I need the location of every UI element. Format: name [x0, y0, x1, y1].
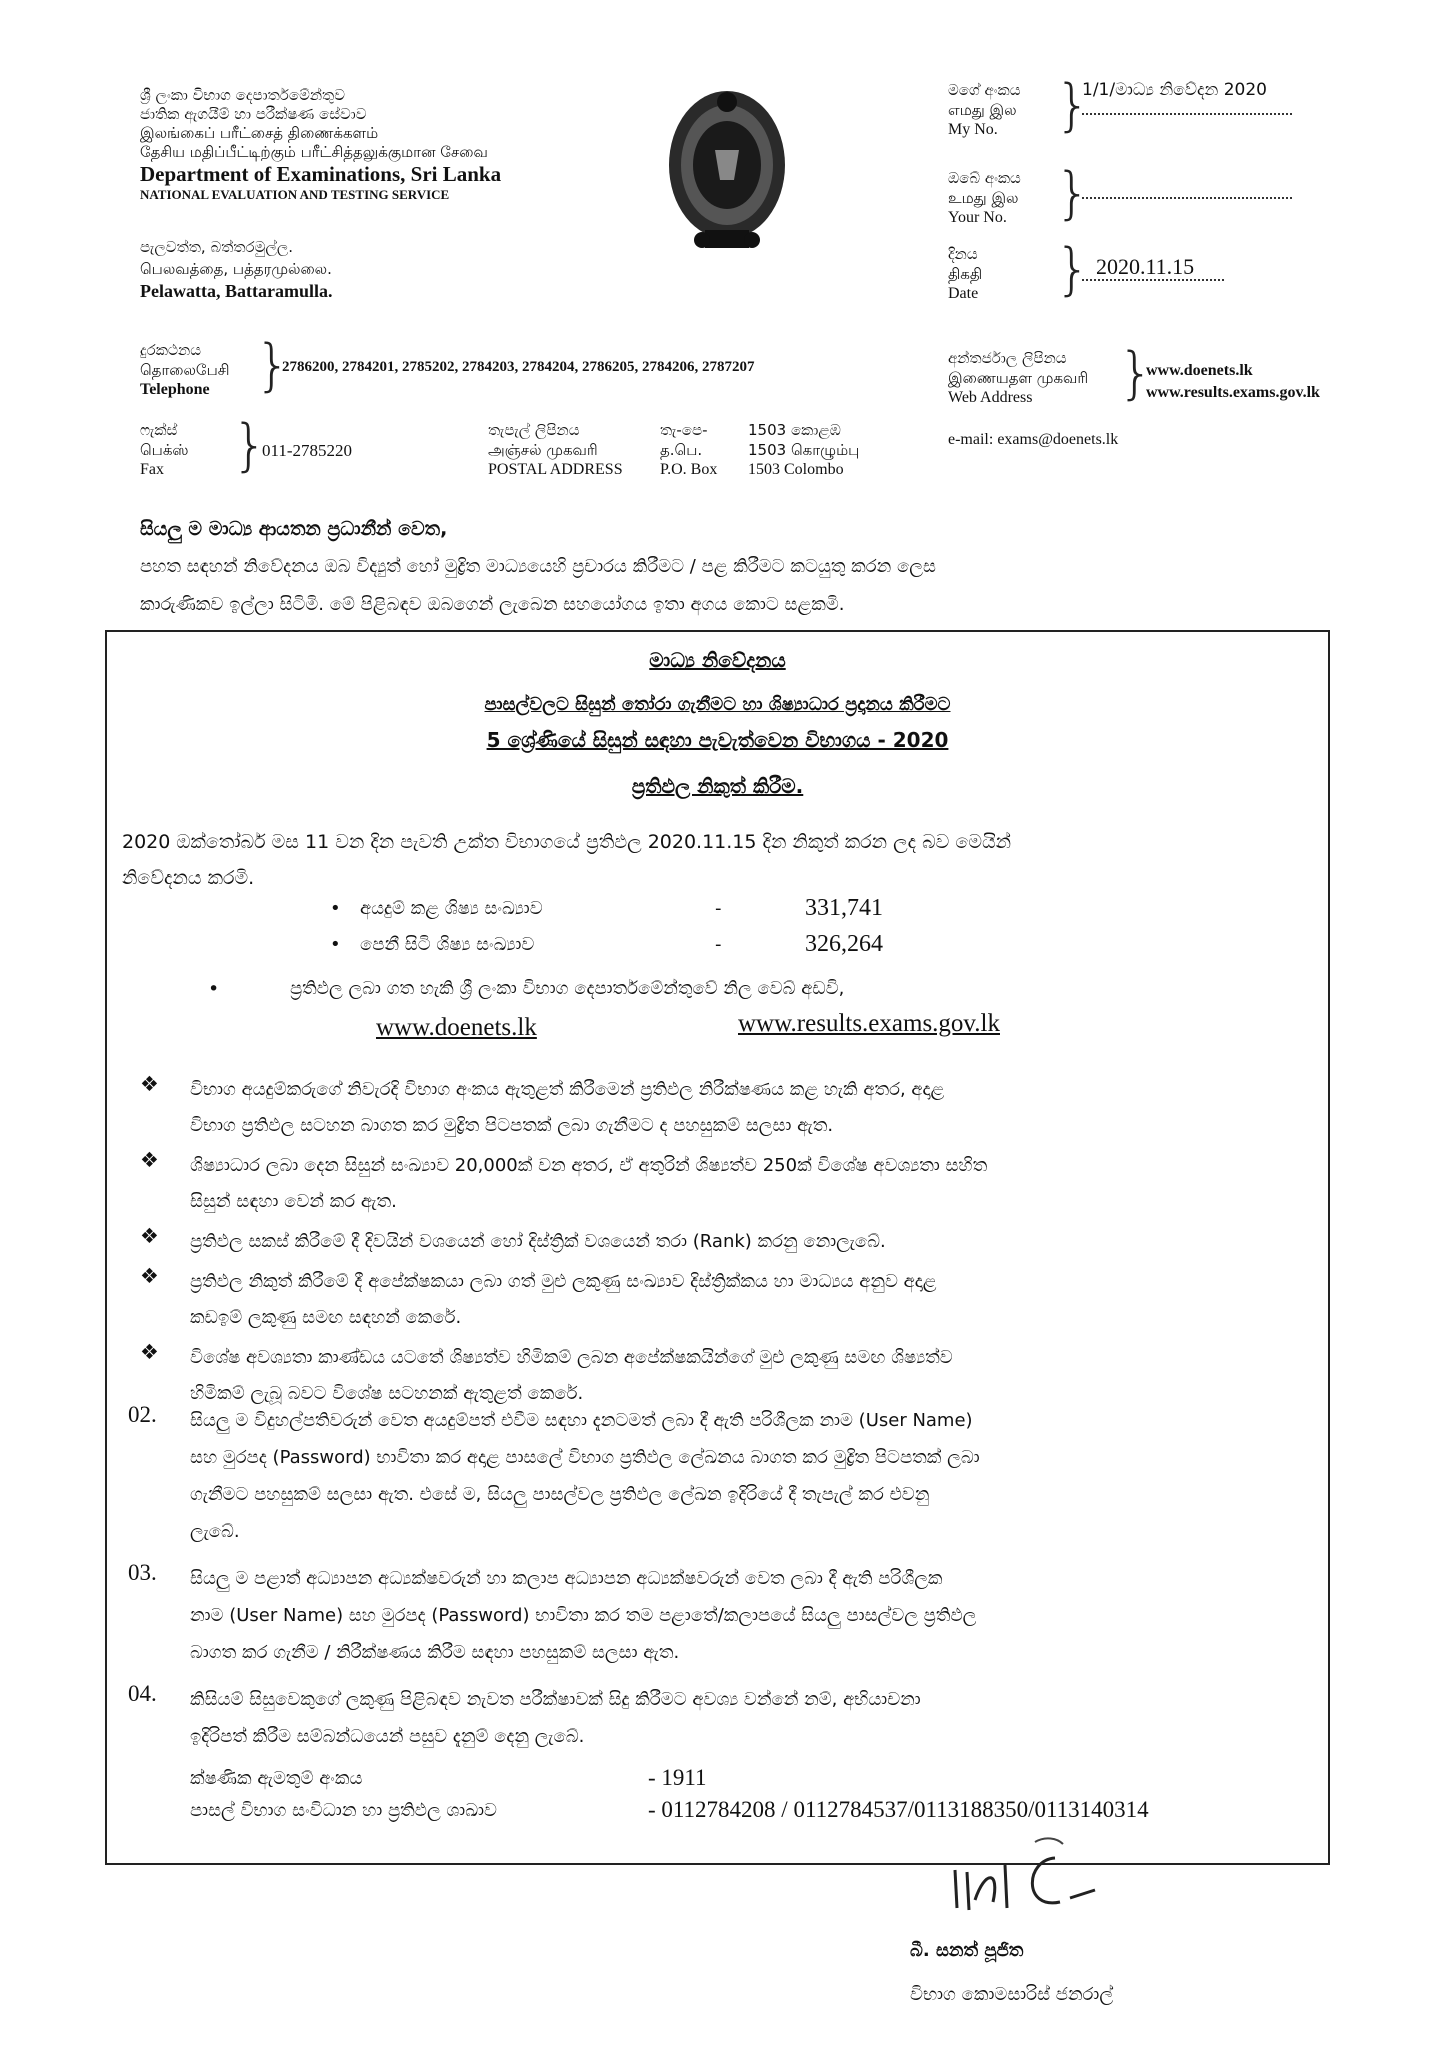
stat-row-sat: • පෙනී සිටි ශිෂ්‍ය සංඛ්‍යාව - 326,264 — [330, 930, 883, 957]
org-line-sinhala: ශ්‍රී ලංකා විභාග දෙපාර්තමේන්තුව — [140, 86, 346, 104]
notice-title: මාධ්‍ය නිවේදනය — [649, 648, 786, 672]
salutation: සියලු ම මාධ්‍ය ආයතන ප්‍රධානීන් වෙත, — [140, 518, 448, 540]
notice-intro — [122, 824, 1317, 896]
signatory-title: විභාග කොමසාරිස් ජනරාල් — [910, 1984, 1114, 2005]
intro-line: පහත සඳහන් නිවේදනය ඔබ විද්‍යුත් හෝ මුද්‍රිත මාධ්‍යයෙහි ප්‍රචාරය කිරීමට / පළ කිරීමට කටයුතු කරන ලෙස — [140, 556, 936, 577]
bullet-icon: • — [330, 933, 341, 955]
your-no-brace: } — [1055, 161, 1091, 226]
fax-brace: } — [232, 413, 268, 478]
sri-lanka-emblem-icon — [660, 80, 795, 260]
my-no-labels: මගේ අංකය எமது இல My No. — [948, 81, 1021, 138]
fax-labels: ෆැක්ස් பெக்ஸ் Fax — [140, 421, 189, 478]
my-no-value: 1/1/මාධ්‍ය නිවේදන 2020 — [1082, 80, 1292, 119]
link-doenets[interactable]: www.doenets.lk — [376, 1014, 537, 1041]
org-name-english: Department of Examinations, Sri Lanka — [140, 162, 502, 186]
telephone-brace: } — [255, 333, 291, 398]
email-address: e-mail: exams@doenets.lk — [948, 431, 1119, 448]
diamond-bullet-icon: ❖ — [140, 1148, 159, 1172]
po-box-labels: තැ-පෙ- த.பெ. P.O. Box — [660, 421, 718, 478]
web-address-labels: අන්තර්ජාල ලිපිනය இணையதள முகவரி Web Address — [948, 349, 1089, 406]
diamond-bullet-icon: ❖ — [140, 1340, 159, 1364]
bullet-icon: • — [330, 897, 341, 919]
stat-row-applied: • අයදුම් කළ ශිෂ්‍ය සංඛ්‍යාව - 331,741 — [330, 894, 883, 921]
notice-point: ❖ විභාග අයදුම්කරුගේ නිවැරදි විභාග අංකය ඇතුළත් කිරීමෙන් ප්‍රතිඵල නිරීක්ෂණය කළ හැකි අතර, අදාළ විභාග ප්‍රතිඵල සටහන බාගත කර මුද්‍රිත පිටපතක් ලබා ගැනීමට ද පහසුකම් සලසා ඇත. — [140, 1072, 1320, 1144]
postal-labels: තැපැල් ලිපිනය அஞ்சல் முகவரி POSTAL ADDRESS — [488, 421, 623, 478]
numbered-paragraph: 03. සියලු ම පළාත් අධ්‍යාපන අධ්‍යක්ෂවරුන් හා කලාප අධ්‍යාපන අධ්‍යක්ෂවරුන් වෙත ලබා දී ඇති පරිශීලක නාම (User Name) සහ මුරපද (Password) භාවිතා කර තම පළාතේ/කලාපයේ සියලු පාසල්වල ප්‍රතිඵල බාගත කර ගැනීම / නිරීක්ෂණය කිරීම සඳහා පහසුකම් සලසා ඇත. — [128, 1560, 977, 1663]
bullet-icon: • — [208, 978, 220, 1000]
web-address-values — [1146, 360, 1320, 404]
intro-paragraph — [140, 548, 1340, 624]
address-sinhala: පැලවත්ත, බත්තරමුල්ල. — [140, 238, 294, 256]
notice-point: ❖ විශේෂ අවශ්‍යතා කාණ්ඩය යටතේ ශිෂ්‍යත්ව හිමිකම් ලබන අපේක්ෂකයින්ගේ මුළු ලකුණු සමඟ ශිෂ්‍යත්ව හිමිකම් ලැබූ බවට විශේෂ සටහනක් ඇතුළත් කෙරේ. — [140, 1340, 1320, 1412]
your-no-labels: ඔබේ අංකය உமது இல Your No. — [948, 169, 1021, 226]
fax-number: 011-2785220 — [262, 441, 353, 460]
org-line-sinhala-sub: ජාතික ඇගයීම් හා පරීක්ෂණ සේවාව — [140, 105, 367, 123]
date-labels: දිනය திகதி Date — [948, 245, 983, 302]
diamond-bullet-icon: ❖ — [140, 1224, 159, 1248]
notice-intro-line: නිවේදනය කරමි. — [122, 867, 255, 889]
telephone-numbers: 2786200, 2784201, 2785202, 2784203, 2784204, 2786205, 2784206, 2787207 — [282, 359, 755, 375]
address-english: Pelawatta, Battaramulla. — [140, 281, 333, 301]
notice-points — [140, 1072, 1320, 1412]
contact-row-branch: පාසල් විභාග සංවිධාන හා ප්‍රතිඵල ශාඛාව - 0112784208 / 0112784537/0113188350/0113140314 — [190, 1797, 1149, 1822]
link-results-exams[interactable]: www.results.exams.gov.lk — [738, 1010, 1000, 1037]
letterhead-org — [140, 86, 501, 204]
diamond-bullet-icon: ❖ — [140, 1264, 159, 1288]
contact-numbers — [190, 1762, 1320, 1826]
notice-subtitle-2: 5 ශ්‍රේණියේ සිසුන් සඳහා පැවැත්වෙන විභාගය - 2020 — [486, 728, 949, 752]
signatory-name: බී. සනත් පූජිත — [910, 1940, 1024, 1961]
address-tamil: பெலவத்தை, பத்தரமுல்லை. — [140, 260, 332, 278]
numbered-paragraph: 02. සියලු ම විදුහල්පතිවරුන් වෙත අයදුම්පත් එවීම සඳහා දැනටමත් ලබා දී ඇති පරිශීලක නාම (User Name) සහ මුරපද (Password) භාවිතා කර අදාළ පාසලේ විභාග ප්‍රතිඵල ලේඛනය බාගත කර මුද්‍රිත පිටපතක් ලබා ගැනීමට පහසුකම් සලසා ඇත. එසේ ම, සියලු පාසල්වල ප්‍රතිඵල ලේඛන ඉදිරියේ දී තැපැල් කර එවනු ලැබේ. — [128, 1402, 980, 1542]
website-line: ප්‍රතිඵල ලබා ගත හැකි ශ්‍රී ලංකා විභාග දෙපාර්තමේන්තුවේ නිල වෙබ් අඩවි, — [290, 978, 845, 999]
date-brace: } — [1055, 237, 1091, 302]
web-address-results: www.results.exams.gov.lk — [1146, 384, 1320, 401]
diamond-bullet-icon: ❖ — [140, 1072, 159, 1096]
intro-line: කාරුණිකව ඉල්ලා සිටිමි. මේ පිළිබඳව ඔබගෙන් ලැබෙන සහයෝගය ඉතා අගය කොට සළකමි. — [140, 594, 845, 615]
org-line-tamil-sub: தேசிய மதிப்பீட்டிற்கும் பரீட்சித்தலுக்குமான சேவை — [140, 143, 488, 161]
web-address-doenets: www.doenets.lk — [1146, 362, 1253, 379]
my-no-brace: } — [1055, 73, 1091, 138]
date-value: 2020.11.15 — [1082, 254, 1224, 280]
notice-point: ❖ ප්‍රතිඵල සකස් කිරීමේ දී දිවයින් වශයෙන් හෝ දිස්ත්‍රික් වශයෙන් තරා (Rank) කරනු නොලැබේ. — [140, 1224, 1320, 1260]
your-no-value — [1082, 184, 1292, 203]
notice-subtitle-3: ප්‍රතිඵල නිකුත් කිරීම. — [631, 774, 804, 798]
po-box-values: 1503 කොළඹ 1503 கொழும்பு 1503 Colombo — [748, 421, 860, 478]
web-address-brace: } — [1118, 341, 1154, 406]
letterhead-address — [140, 236, 332, 302]
numbered-paragraphs — [128, 1402, 1318, 1755]
numbered-paragraph: 04. කිසියම් සිසුවෙකුගේ ලකුණු පිළිබඳව නැවත පරීක්ෂාවක් සිදු කිරීමට අවශ්‍ය වන්නේ නම්, අභියාචනා ඉදිරිපත් කිරීම සම්බන්ධයෙන් පසුව දැනුම් දෙනු ලැබේ. — [128, 1681, 921, 1747]
stats-list — [330, 890, 980, 962]
notice-point: ❖ ප්‍රතිඵල නිකුත් කිරීමේ දී අපේක්ෂකයා ලබා ගත් මුළු ලකුණු සංඛ්‍යාව දිස්ත්‍රික්කය හා මාධ්‍යය අනුව අදාළ කඩඉම් ලකුණු සමඟ සඳහන් කෙරේ. — [140, 1264, 1320, 1336]
contact-row-hotline: ක්ෂණික ඇමතුම් අංකය - 1911 — [190, 1765, 707, 1790]
org-line-tamil: இலங்கைப் பரீட்சைத் திணைக்களம் — [140, 124, 379, 142]
telephone-labels: දුරකථනය தொலைபேசி Telephone — [140, 341, 230, 398]
org-service-english: NATIONAL EVALUATION AND TESTING SERVICE — [140, 187, 450, 202]
notice-subtitle-1: පාසල්වලට සිසුන් තෝරා ගැනීමට හා ශිෂ්‍යාධාර ප්‍රදානය කිරීමට — [484, 694, 951, 715]
signature-icon — [945, 1830, 1125, 1920]
notice-intro-line: 2020 ඔක්තෝබර් මස 11 වන දින පැවති උක්ත විභාගයේ ප්‍රතිඵල 2020.11.15 දින නිකුත් කරන ලද බව මෙයින් — [122, 831, 1012, 853]
notice-point: ❖ ශිෂ්‍යාධාර ලබා දෙන සිසුන් සංඛ්‍යාව 20,000ක් වන අතර, ඒ අතුරින් ශිෂ්‍යත්ව 250ක් විශේෂ අවශ්‍යතා සහිත සිසුන් සඳහා වෙන් කර ඇත. — [140, 1148, 1320, 1220]
